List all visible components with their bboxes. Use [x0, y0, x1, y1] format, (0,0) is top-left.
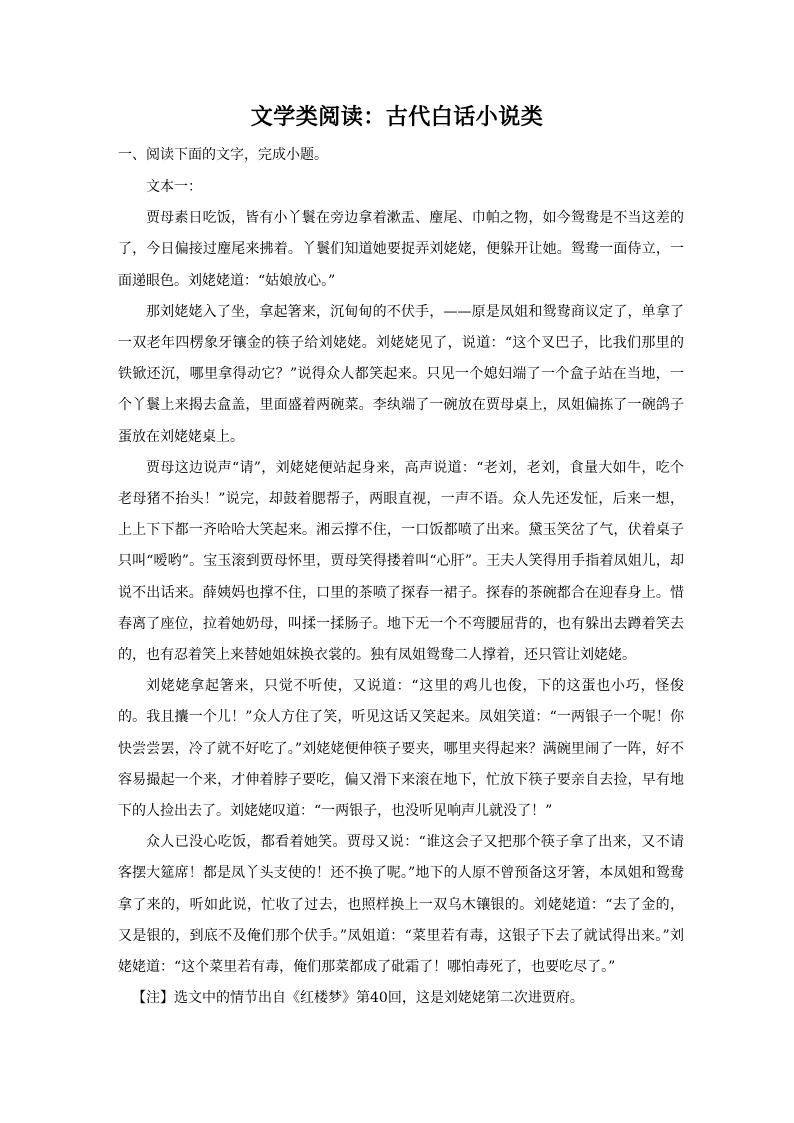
document-title: 文学类阅读：古代白话小说类: [250, 105, 544, 130]
question-instruction: 一、阅读下面的文字，完成小题。: [118, 147, 328, 163]
reading-passage: [118, 172, 684, 1014]
passage-paragraph-3: 贾母这边说声“请”，刘姥姥便站起身来，高声说道：“老刘，老刘，食量大如牛，吃个老母猪不抬头！”说完，却鼓着腮帮子，两眼直视，一声不语。众人先还发怔，后来一想，上上下下都一齐哈哈大笑起来。湘云撑不住，一口饭都喷了出来。黛玉笑岔了气，伏着桌子只叫“嗳哟”。宝玉滚到贾母怀里，贾母笑得搂着叫“心肝”。王夫人笑得用手指着凤姐儿，却说不出话来。薛姨妈也撑不住，口里的茶喷了探春一裙子。探春的茶碗都合在迎春身上。惜春离了座位，拉着她奶母，叫揉一揉肠子。地下无一个不弯腰屈背的，也有躲出去蹲着笑去的，也有忍着笑上来替她姐妹换衣裳的。独有凤姐鸳鸯二人撑着，还只管让刘姥姥。: [118, 459, 684, 664]
passage-paragraph-1: 贾母素日吃饭，皆有小丫鬟在旁边拿着漱盂、麈尾、巾帕之物，如今鸳鸯是不当这差的了，今日偏接过麈尾来拂着。丫鬟们知道她要捉弄刘姥姥，便躲开让她。鸳鸯一面侍立，一面递眼色。刘姥姥道：“姑娘放心。”: [118, 210, 684, 289]
passage-paragraph-2: 那刘姥姥入了坐，拿起箸来，沉甸甸的不伏手，——原是凤姐和鸳鸯商议定了，单拿了一双老年四楞象牙镶金的筷子给刘姥姥。刘姥姥见了，说道：“这个叉巴子，比我们那里的铁锨还沉，哪里拿得动它？”说得众人都笑起来。只见一个媳妇端了一个盒子站在当地，一个丫鬟上来揭去盒盖，里面盛着两碗菜。李纨端了一碗放在贾母桌上，凤姐偏拣了一碗鸽子蛋放在刘姥姥桌上。: [118, 303, 684, 445]
passage-paragraph-5: 众人已没心吃饭，都看着她笑。贾母又说：“谁这会子又把那个筷子拿了出来，又不请客摆大筵席！都是凤丫头支使的！还不换了呢。”地下的人原不曾预备这牙箸，本凤姐和鸳鸯拿了来的，听如此说，忙收了过去，也照样换上一双乌木镶银的。刘姥姥道：“去了金的，又是银的，到底不及俺们那个伏手。”凤姐道：“菜里若有毒，这银子下去了就试得出来。”刘姥姥道：“这个菜里若有毒，俺们那菜都成了砒霜了！哪怕毒死了，也要吃尽了。”: [118, 834, 684, 976]
text-label: 文本一：: [146, 179, 202, 195]
passage-paragraph-4: 刘姥姥拿起箸来，只觉不听使，又说道：“这里的鸡儿也俊，下的这蛋也小巧，怪俊的。我且攮一个儿！”众人方住了笑，听见这话又笑起来。凤姐笑道：“一两银子一个呢！你快尝尝罢，冷了就不好吃了。”刘姥姥便伸筷子要夹，哪里夹得起来？满碗里闹了一阵，好不容易撮起一个来，才伸着脖子要吃，偏又滑下来滚在地下，忙放下筷子要亲自去捡，早有地下的人捡出去了。刘姥姥叹道：“一两银子，也没听见响声儿就没了！”: [118, 678, 684, 820]
passage-note: 【注】选文中的情节出自《红楼梦》第40回，这是刘姥姥第二次进贾府。: [132, 990, 584, 1007]
